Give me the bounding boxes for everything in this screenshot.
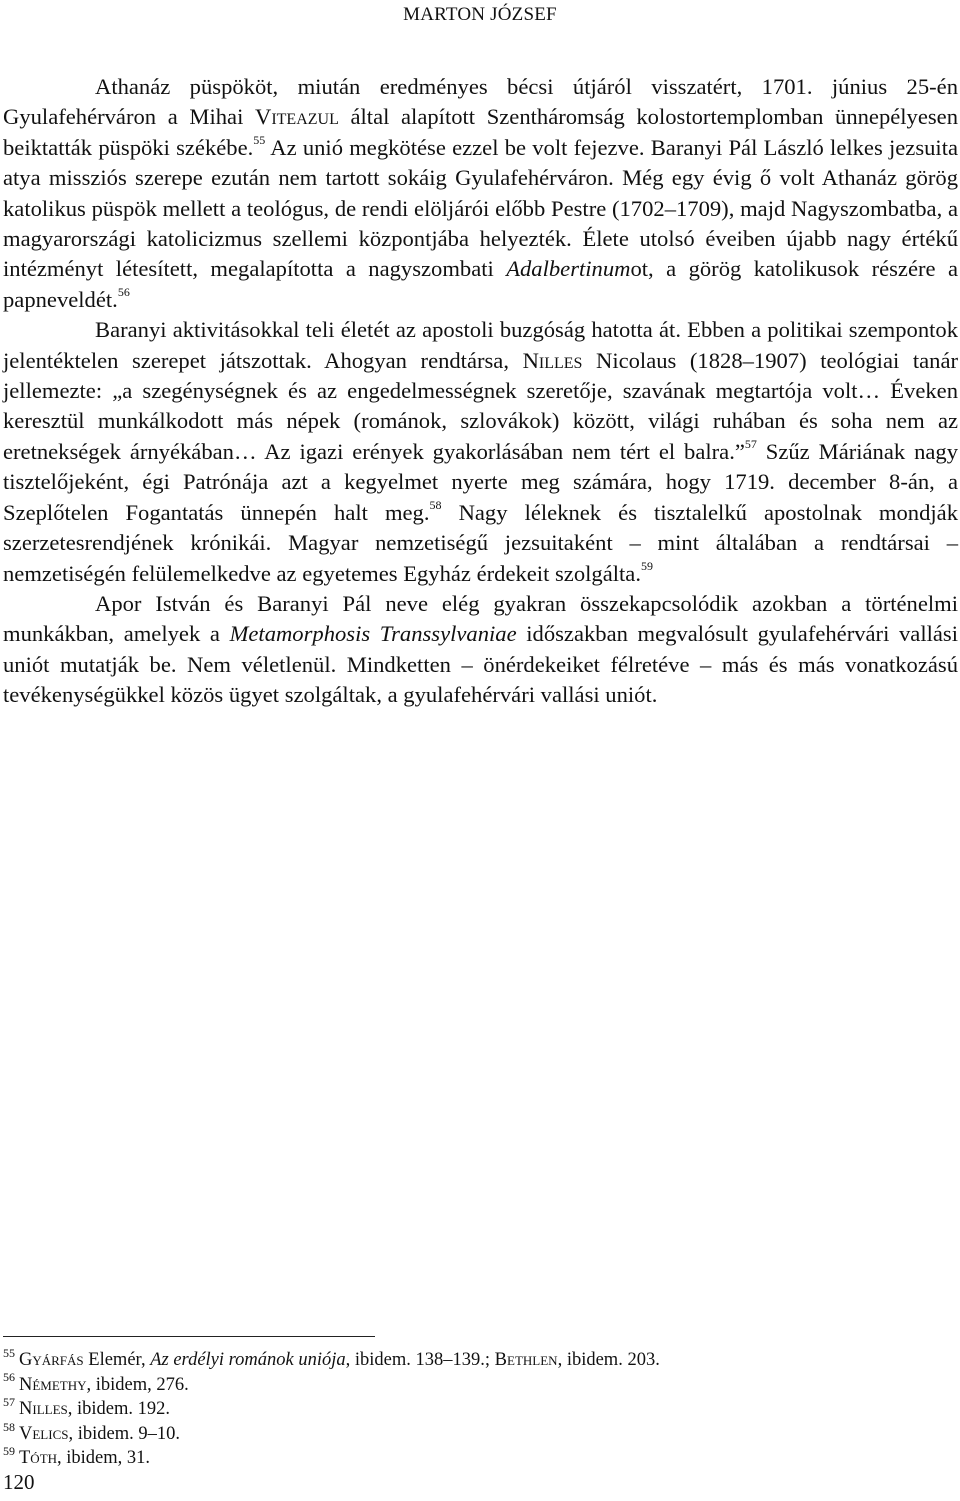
footnote-author: Gyárfás bbox=[19, 1350, 84, 1370]
footnote-title: Az erdélyi románok uniója bbox=[150, 1350, 346, 1370]
footnotes bbox=[3, 1345, 943, 1471]
text-run: Szűz Máriának nagy tisztelőjeként, égi Patrónája azt a kegyelmet nyerte meg számára, hogy 1719. december 8-án, a Szeplőtelen Fogantatás ünnepén halt meg. bbox=[3, 438, 959, 525]
footnote-58 bbox=[3, 1419, 943, 1447]
text-run: által alapított Szentháromság kolostortemplomban ünnepélyesen beiktatták püspöki székébe. bbox=[3, 104, 958, 160]
footnote-text: , ibidem, 31. bbox=[57, 1448, 151, 1469]
footnote-text: , ibidem. 9–10. bbox=[68, 1423, 180, 1444]
italic-term: Adalbertinum bbox=[506, 256, 631, 282]
footnote-text: Elemér, bbox=[83, 1350, 151, 1370]
page-number: 120 bbox=[3, 1470, 35, 1494]
footnote-separator bbox=[3, 1336, 375, 1337]
footnote-author: Bethlen bbox=[494, 1350, 558, 1370]
paragraph-2 bbox=[3, 315, 958, 589]
text-run: időszakban megvalósult gyulafehérvári vallási uniót mutatják be. Nem véletlenül. Mindketten – önérdekeiket félretéve – más és más vonatkozású tevékenységükkel közös ügyet szolgáltak, a gyulafehérvári vallási uniót. bbox=[3, 621, 958, 708]
footnote-text: , ibidem, 276. bbox=[86, 1374, 189, 1395]
text-run: Nagy léleknek és tisztalelkű apostolnak mondják szerzetesrendjének krónikái. Magyar nemzetiségű jezsuitaként – mint általában a rendtársai – nemzetiségén felülemelkedve az egyetemes Egyház érdekeit szolgálta. bbox=[3, 499, 958, 586]
text-run: Baranyi aktivitásokkal teli életét az apostoli buzgóság hatotta át. Ebben a politikai szempontok jelentéktelen szerepet játszottak. Ahogyan rendtársa, bbox=[3, 317, 958, 373]
footnote-ref[interactable]: 57 bbox=[744, 437, 757, 452]
text-run: Az unió megkötése ezzel be volt fejezve. Baranyi Pál László lelkes jezsuita atya missziós szerepe ezután nem tartott sokáig Gyulafehérváron. Még egy évig ő volt Athanáz görög katolikus püspök mellett a teológus, de rendi elöljárói előbb Pestre (1702–1709), majd Nagyszombatba, a magyarországi katolicizmus szellemi központjába helyezték. Élete utolsó éveiben újabb nagy értékű intézményt létesített, megalapította a nagyszombati bbox=[3, 134, 958, 282]
footnote-number: 55 bbox=[3, 1345, 15, 1360]
footnote-55 bbox=[3, 1345, 943, 1373]
footnote-author: Tóth bbox=[19, 1448, 58, 1469]
small-caps-name: Viteazul bbox=[255, 104, 339, 130]
small-caps-name: Nilles bbox=[522, 347, 583, 373]
body-text bbox=[3, 72, 958, 711]
footnote-author: Velics bbox=[19, 1423, 69, 1444]
text-run: Nicolaus (1828–1907) teológiai tanár jellemezte: „a szegénységnek és az engedelmességnek szeretője, szavának megtartója volt… Éveken keresztül munkálkodott más népek (románok, szlovákok) között, világi ruhában és soha nem az eretnekségek árnyékában… Az igazi erények gyakorlásában nem tért el balra.” bbox=[3, 347, 958, 464]
footnote-text: , ibidem. 203. bbox=[557, 1350, 660, 1370]
text-run: Apor István és Baranyi Pál neve elég gyakran összekapcsolódik azokban a történelmi munkákban, amelyek a bbox=[3, 590, 958, 647]
footnote-text: , ibidem. 192. bbox=[67, 1399, 171, 1420]
running-head: MARTON JÓZSEF bbox=[403, 4, 557, 25]
text-run: Athanáz püspököt, miután eredményes bécsi útjáról visszatért, 1701. június 25-én Gyulafehérváron a Mihai bbox=[3, 74, 958, 130]
italic-title: Metamorphosis Transsylvaniae bbox=[229, 621, 517, 647]
footnote-author: Nilles bbox=[19, 1399, 68, 1420]
footnote-number: 59 bbox=[3, 1444, 15, 1459]
footnote-number: 56 bbox=[3, 1370, 15, 1385]
footnote-ref[interactable]: 55 bbox=[253, 133, 266, 148]
footnote-59 bbox=[3, 1446, 943, 1471]
footnote-ref[interactable]: 58 bbox=[429, 498, 442, 513]
footnote-number: 58 bbox=[3, 1419, 15, 1434]
paragraph-3 bbox=[3, 589, 958, 711]
footnote-56 bbox=[3, 1370, 943, 1398]
footnote-text: , ibidem. 138–139.; bbox=[345, 1350, 495, 1370]
footnote-57 bbox=[3, 1397, 943, 1422]
footnote-number: 57 bbox=[3, 1395, 15, 1410]
paragraph-1 bbox=[3, 72, 958, 315]
footnote-author: Némethy bbox=[19, 1374, 87, 1395]
footnote-ref[interactable]: 56 bbox=[117, 285, 130, 300]
text-run: ot, a görög katolikusok részére a papneveldét. bbox=[3, 256, 958, 312]
footnote-ref[interactable]: 59 bbox=[640, 558, 653, 573]
